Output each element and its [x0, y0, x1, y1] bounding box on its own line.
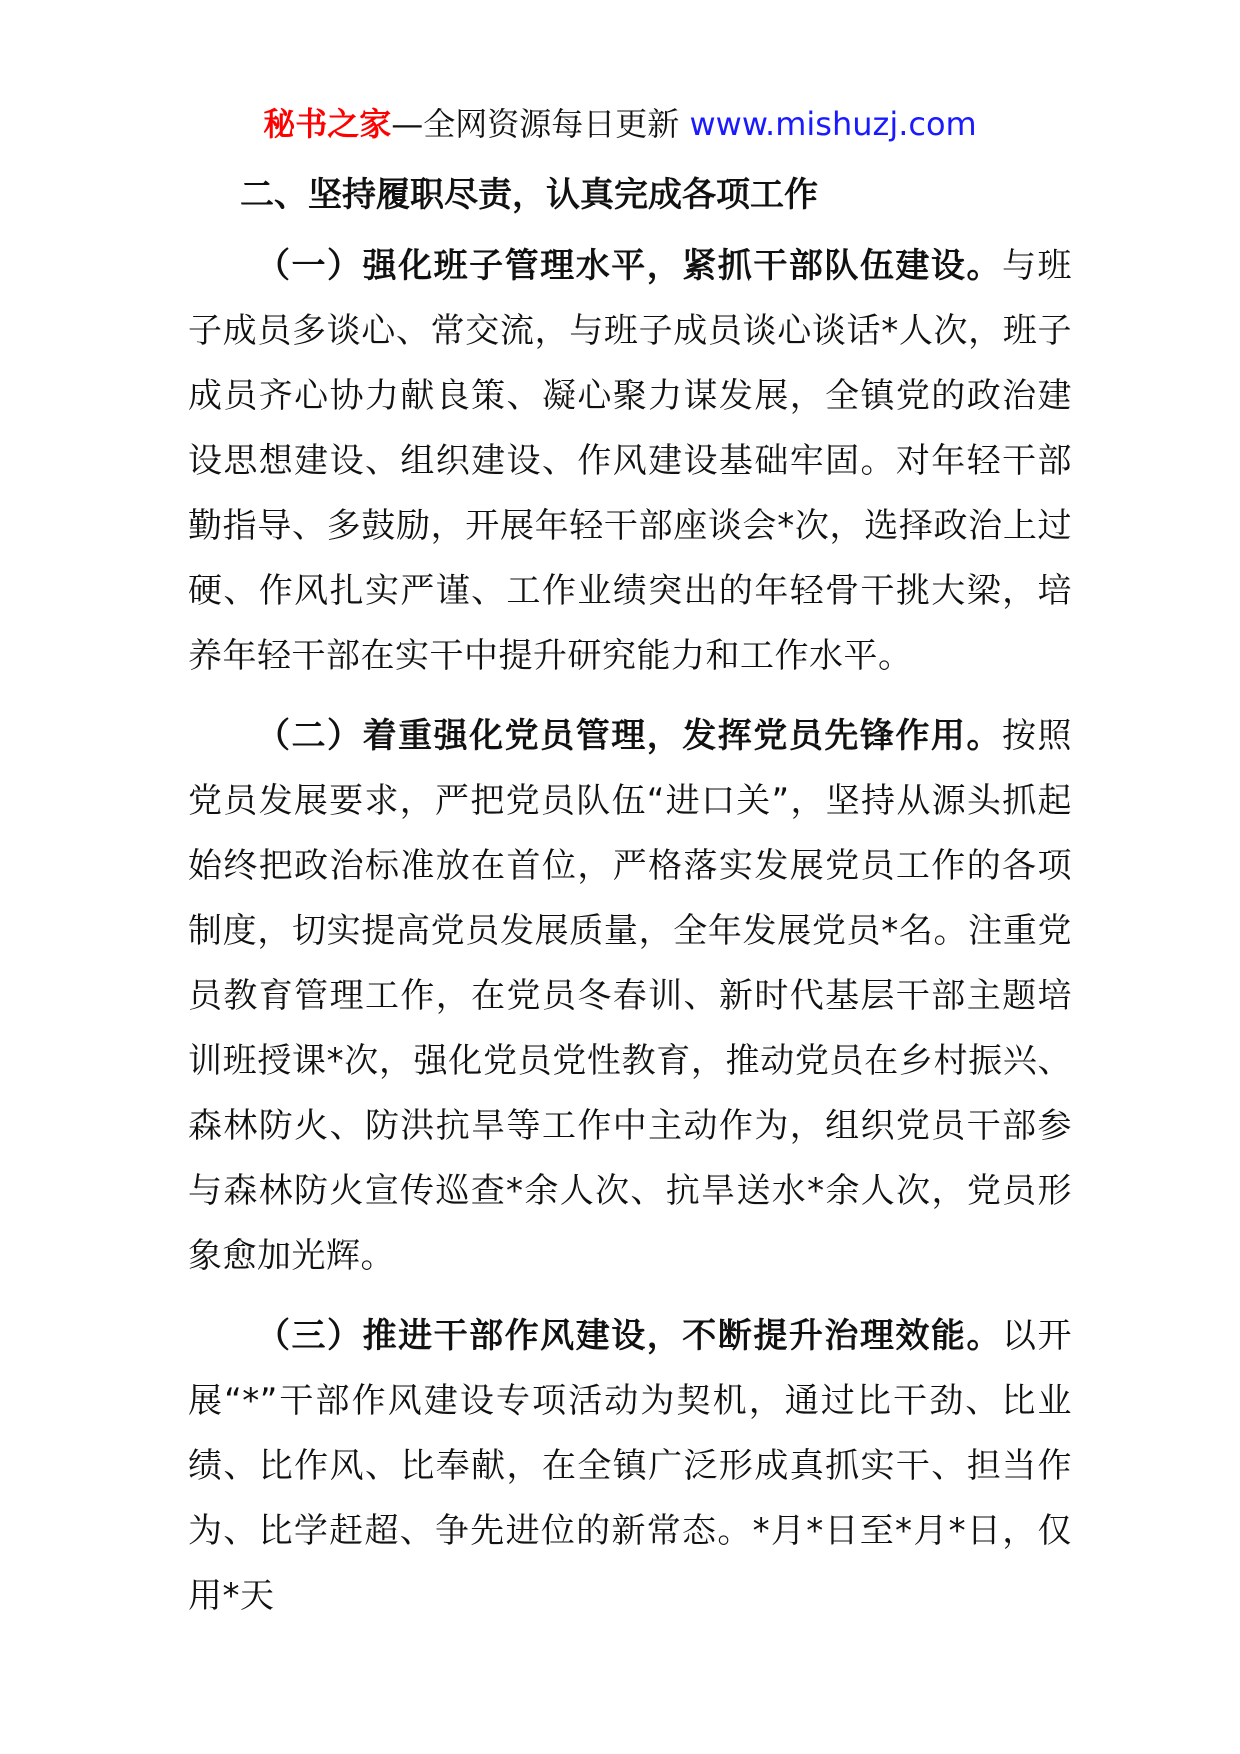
- paragraph-2: [188, 704, 1072, 1289]
- site-header: [0, 100, 1240, 148]
- paragraph-1: [188, 234, 1072, 689]
- paragraph-1-text: 与班子成员多谈心、常交流，与班子成员谈心谈话*人次，班子成员齐心协力献良策、凝心聚力谋发展，全镇党的政治建设思想建设、组织建设、作风建设基础牢固。对年轻干部勤指导、多鼓励，开展年轻干部座谈会*次，选择政治上过硬、作风扎实严谨、工作业绩突出的年轻骨干挑大梁，培养年轻干部在实干中提升研究能力和工作水平。: [188, 246, 1073, 676]
- site-url-link[interactable]: www.mishuzj.com: [689, 105, 977, 143]
- paragraph-2-lead: （二）着重强化党员管理，发挥党员先锋作用。: [256, 716, 1002, 756]
- site-tagline: —全网资源每日更新: [391, 105, 680, 143]
- site-name: 秘书之家: [263, 105, 392, 143]
- paragraph-3-lead: （三）推进干部作风建设，不断提升治理效能。: [256, 1316, 1002, 1356]
- paragraph-3-text: 以开展“*”干部作风建设专项活动为契机，通过比干劲、比业绩、比作风、比奉献，在全镇广泛形成真抓实干、担当作为、比学赶超、争先进位的新常态。*月*日至*月*日，仅用*天: [188, 1316, 1073, 1616]
- paragraph-1-lead: （一）强化班子管理水平，紧抓干部队伍建设。: [256, 246, 1002, 286]
- paragraph-3: [188, 1304, 1072, 1629]
- section-heading: 二、坚持履职尽责，认真完成各项工作: [240, 175, 818, 215]
- paragraph-2-text: 按照党员发展要求，严把党员队伍“进口关”，坚持从源头抓起始终把政治标准放在首位，严格落实发展党员工作的各项制度，切实提高党员发展质量，全年发展党员*名。注重党员教育管理工作，在党员冬春训、新时代基层干部主题培训班授课*次，强化党员党性教育，推动党员在乡村振兴、森林防火、防洪抗旱等工作中主动作为，组织党员干部参与森林防火宣传巡查*余人次、抗旱送水*余人次，党员形象愈加光辉。: [188, 716, 1073, 1276]
